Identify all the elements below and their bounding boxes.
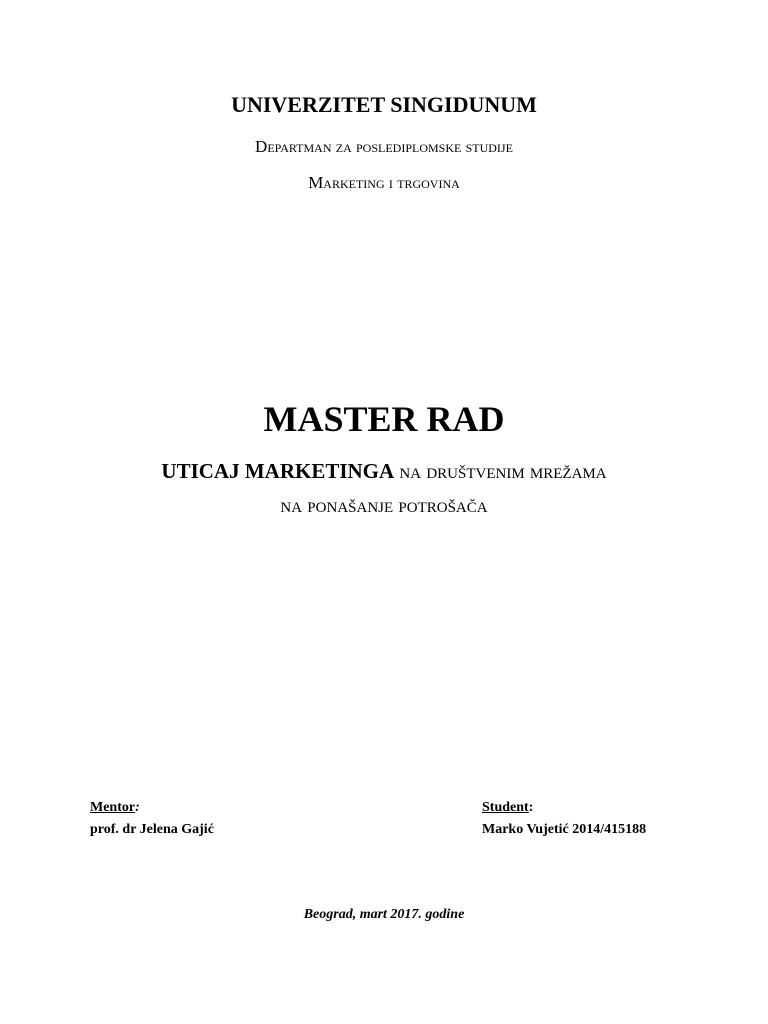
mentor-block — [90, 797, 214, 841]
mentor-label-colon: : — [135, 800, 140, 815]
mentor-label-line — [90, 797, 214, 819]
student-block — [482, 797, 646, 841]
thesis-title-line-1-rest: na društvenim mrežama — [394, 459, 607, 483]
mentor-name: prof. dr Jelena Gajić — [90, 822, 214, 837]
thesis-title-line-1-bold: UTICAJ MARKETINGA — [161, 459, 395, 483]
student-name: Marko Vujetić 2014/415188 — [482, 822, 647, 837]
place-and-date: Beograd, mart 2017. godine — [303, 907, 465, 922]
program-name: Marketing i trgovina — [308, 173, 460, 192]
student-label-colon: : — [528, 800, 534, 815]
thesis-title-line-1 — [0, 458, 768, 484]
student-label: Student — [482, 800, 529, 815]
document-type-heading: MASTER RAD — [263, 399, 505, 439]
thesis-title-line-2: na ponašanje potrošača — [280, 493, 488, 517]
mentor-label: Mentor — [90, 800, 136, 815]
student-label-line — [482, 797, 646, 819]
university-name: UNIVERZITET SINGIDUNUM — [231, 92, 537, 117]
department-name: Departman za poslediplomske studije — [255, 137, 513, 156]
